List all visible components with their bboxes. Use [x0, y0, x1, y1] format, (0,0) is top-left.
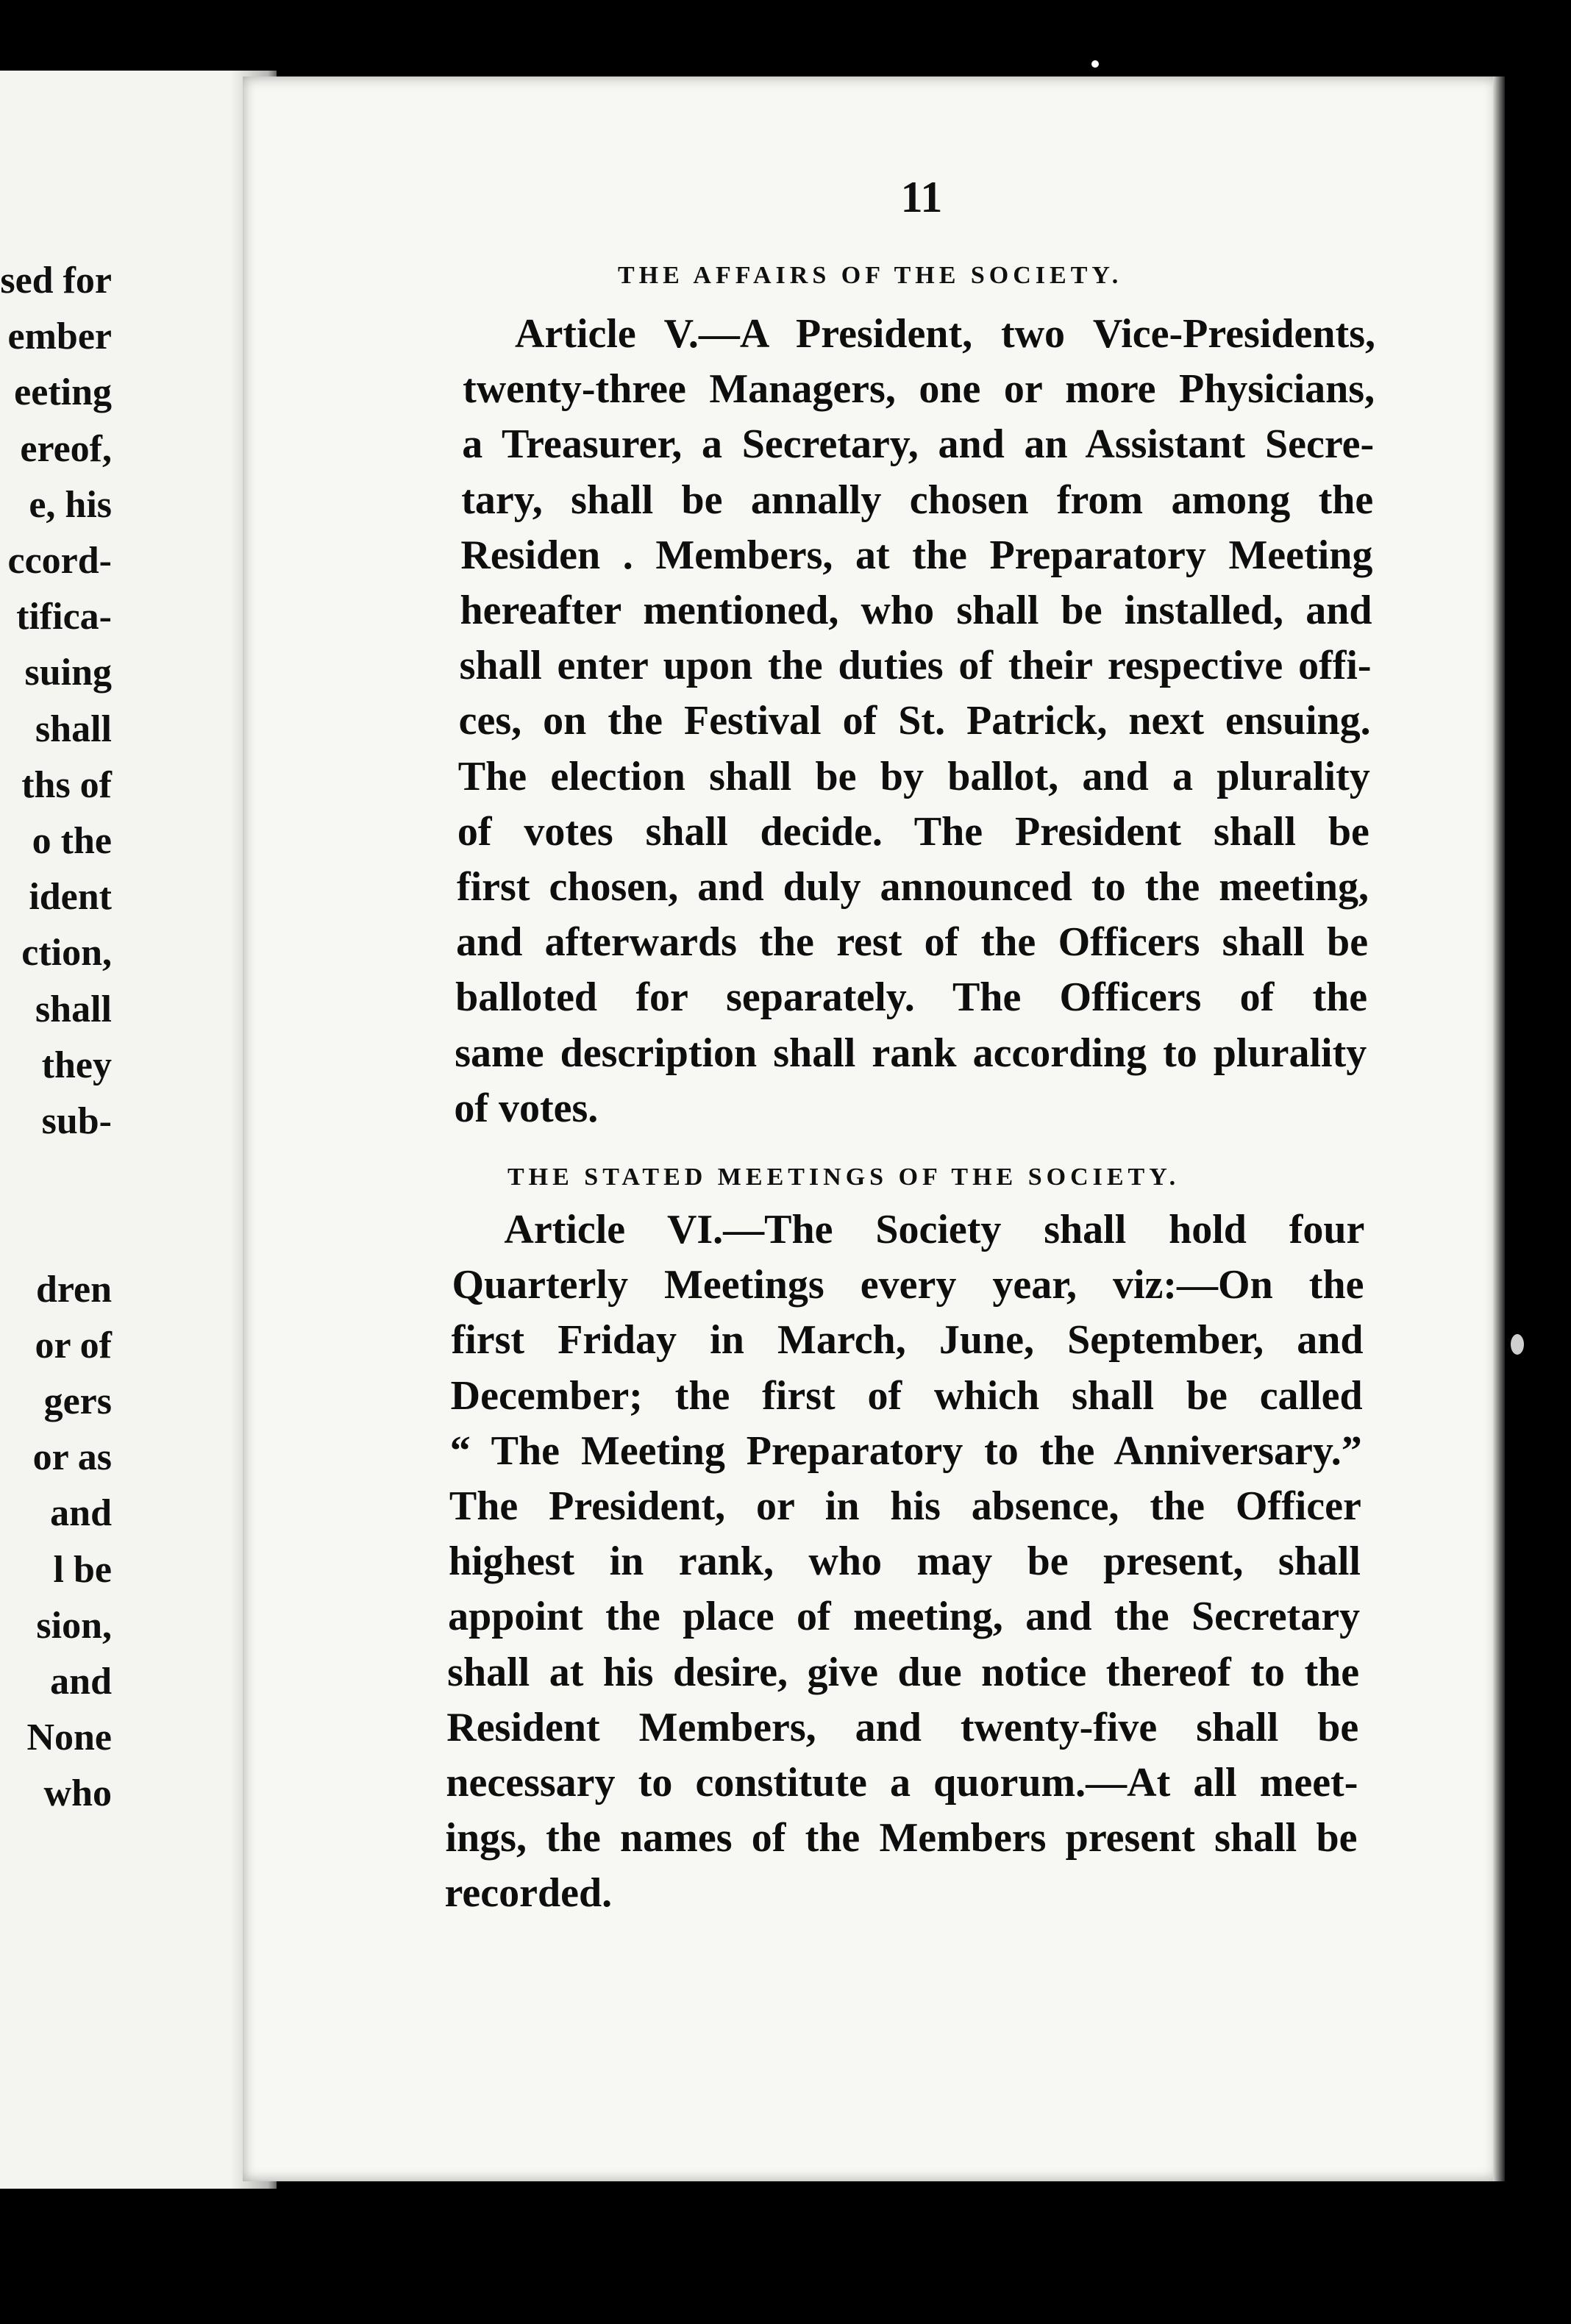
left-page-line: sion,: [36, 1604, 112, 1647]
left-page-line: eeting: [14, 371, 112, 414]
body-text-line: same description shall rank according to plurality: [455, 1030, 1367, 1076]
body-text-line: Resident Members, and twenty-five shall be: [446, 1704, 1359, 1750]
left-page-line: shall: [35, 707, 112, 750]
body-text-line: The President, or in his absence, the Officer: [449, 1483, 1361, 1529]
left-page-line: l be: [53, 1548, 112, 1591]
body-text-line: “ The Meeting Preparatory to the Anniversary.”: [449, 1427, 1362, 1474]
left-page-line: tifica-: [16, 596, 112, 638]
body-text-line: ings, the names of the Members present shall be: [445, 1815, 1358, 1861]
left-page-line: o the: [32, 820, 112, 862]
body-text-line: The election shall be by ballot, and a plurality: [457, 753, 1370, 799]
body-text-line: and afterwards the rest of the Officers shall be: [456, 919, 1369, 966]
left-page-line: and: [50, 1492, 112, 1535]
left-page-line: e, his: [29, 483, 112, 526]
body-text-line: balloted for separately. The Officers of the: [455, 974, 1368, 1021]
body-text-line: tary, shall be annally chosen from among the: [461, 477, 1374, 523]
body-text-line: Article V.—A President, two Vice-Presidents,: [515, 311, 1375, 357]
left-page-line: ident: [29, 876, 112, 919]
body-text-line: of votes shall decide. The President shall be: [457, 808, 1369, 855]
body-text-line: Residen . Members, at the Preparatory Meeting: [460, 532, 1373, 578]
left-page-line: they: [41, 1044, 112, 1086]
left-page-line: shall: [35, 988, 112, 1030]
section-heading-stated-meetings: THE STATED MEETINGS OF THE SOCIETY.: [507, 1163, 1180, 1191]
body-text-line: twenty-three Managers, one or more Physicians,: [463, 366, 1375, 413]
body-text-line: appoint the place of meeting, and the Secretary: [448, 1594, 1361, 1640]
body-text-line: ces, on the Festival of St. Patrick, next ensuing.: [458, 698, 1371, 744]
left-page-line: None: [26, 1717, 112, 1759]
body-text-line: necessary to constitute a quorum.—At all meet-: [446, 1760, 1358, 1806]
left-page-line: sed for: [0, 260, 112, 302]
page-edge: [1493, 76, 1505, 2181]
left-page-line: suing: [24, 652, 112, 694]
body-text-line: highest in rank, who may be present, shall: [448, 1539, 1361, 1585]
left-page-line: ccord-: [7, 540, 112, 582]
left-page-line: ereof,: [20, 427, 112, 470]
left-page-line: dren: [35, 1268, 112, 1311]
left-page-line: sub-: [41, 1100, 112, 1142]
body-text-line: shall enter upon the duties of their respective offi-: [459, 643, 1372, 689]
left-page-line: ction,: [21, 932, 112, 974]
body-text-line: recorded.: [444, 1870, 613, 1917]
body-text-line: Article VI.—The Society shall hold four: [504, 1207, 1365, 1252]
scan-speck: [1091, 60, 1099, 68]
body-text-line: hereafter mentioned, who shall be installed, and: [460, 588, 1372, 633]
body-text-line: December; the first of which shall be called: [450, 1372, 1363, 1419]
section-heading-affairs: THE AFFAIRS OF THE SOCIETY.: [618, 262, 1123, 289]
left-page-line: who: [43, 1772, 112, 1815]
body-text-line: a Treasurer, a Secretary, and an Assistant Secre-: [462, 421, 1375, 468]
left-page-line: ember: [7, 316, 112, 358]
body-text-line: first Friday in March, June, September, and: [451, 1317, 1364, 1364]
page-number: 11: [900, 173, 943, 221]
left-page-line: or of: [35, 1324, 112, 1366]
body-text-line: shall at his desire, give due notice thereof to the: [447, 1649, 1360, 1695]
left-page-line: and: [50, 1661, 112, 1703]
left-page-line: or as: [32, 1436, 112, 1479]
body-text-line: first chosen, and duly announced to the meeting,: [456, 864, 1369, 910]
scan-speck: [1511, 1334, 1524, 1355]
body-text-line: Quarterly Meetings every year, viz:—On the: [452, 1262, 1364, 1308]
left-page-line: ths of: [21, 763, 112, 806]
body-text-line: of votes.: [454, 1085, 599, 1131]
left-page-line: gers: [43, 1380, 112, 1422]
main-page: [243, 76, 1497, 2181]
